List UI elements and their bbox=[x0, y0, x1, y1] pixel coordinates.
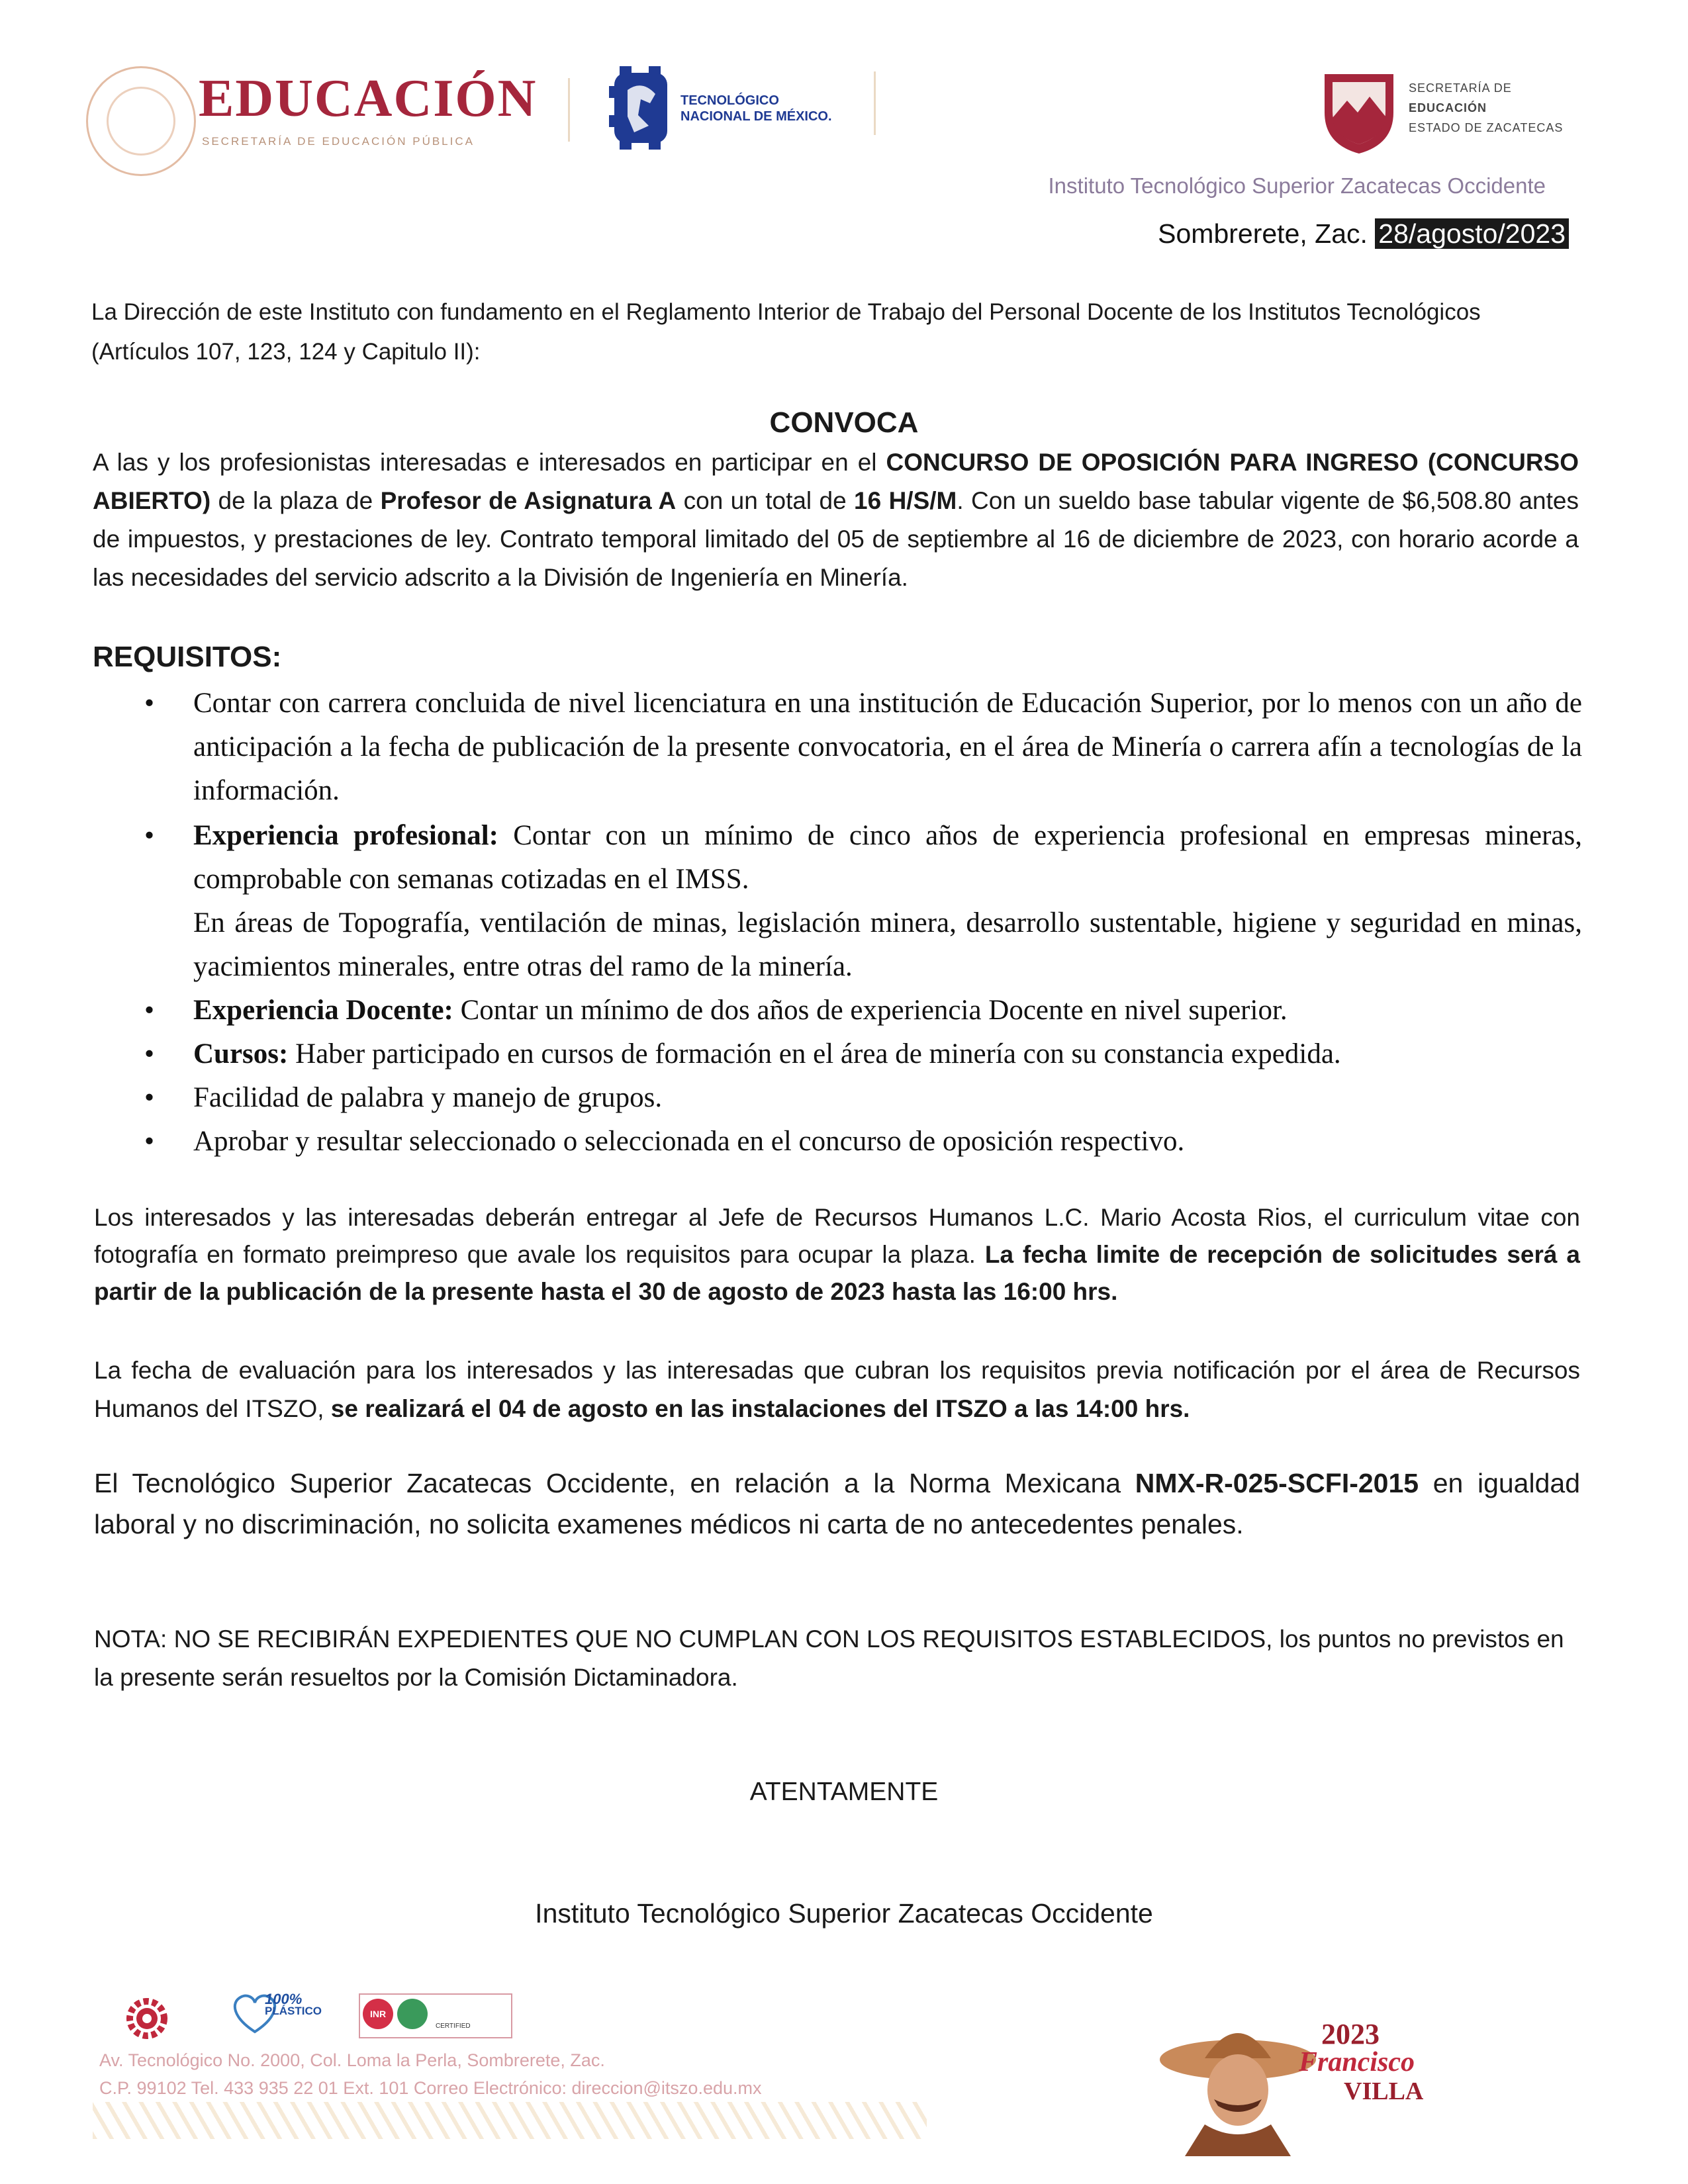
plastic-free-line-2: PLÁSTICO bbox=[265, 2005, 322, 2017]
norma-code: NMX-R-025-SCFI-2015 bbox=[1135, 1468, 1419, 1498]
tecnm-logo-text bbox=[680, 93, 832, 124]
requisito-4-text: Haber participado en cursos de formación en el área de minería con su constancia expedida. bbox=[288, 1038, 1341, 1069]
zacatecas-shield-icon bbox=[1319, 70, 1399, 156]
place: Sombrerete, Zac. bbox=[1158, 218, 1368, 249]
norma-text-2: en igualdad laboral y no discriminación, no solicita examenes médicos ni carta de no antecedentes penales. bbox=[94, 1468, 1581, 1539]
zac-line-3: ESTADO DE ZACATECAS bbox=[1409, 121, 1564, 134]
call-text-4: . Con un sueldo base tabular vigente de $6,508.80 antes de impuestos, y prestaciones de ley. Contrato temporal limitado del 05 de septiembre al 16 de diciembre de 2023, con horario acorde a las necesidades del servicio adscrito a la División de Ingeniería en Minería. bbox=[93, 487, 1579, 591]
header-divider bbox=[568, 78, 570, 142]
villa-text: VILLA bbox=[1344, 2077, 1424, 2105]
requisito-3-text: Contar un mínimo de dos años de experiencia Docente en nivel superior. bbox=[453, 995, 1288, 1026]
footer-contact: C.P. 99102 Tel. 433 935 22 01 Ext. 101 Correo Electrónico: direccion@itszo.edu.mx bbox=[99, 2078, 762, 2098]
list-item bbox=[93, 682, 1582, 813]
closing-text: ATENTAMENTE bbox=[749, 1778, 939, 1806]
plastic-free-label bbox=[265, 1993, 322, 2017]
institute-header: Instituto Tecnológico Superior Zacatecas Occidente bbox=[1048, 173, 1546, 198]
call-text-3: con un total de bbox=[676, 487, 855, 514]
requisito-4-label: Cursos: bbox=[193, 1038, 289, 1069]
bullet-icon: • bbox=[144, 1082, 155, 1113]
header-divider-2 bbox=[874, 71, 876, 135]
nota-paragraph: NOTA: NO SE RECIBIRÁN EXPEDIENTES QUE NO CUMPLAN CON LOS REQUISITOS ESTABLECIDOS, los puntos no previstos en la presente serán resueltos por la Comisión Dictaminadora. bbox=[94, 1625, 1564, 1691]
delivery-text: Los interesados y las interesadas deberán entregar al Jefe de Recursos Humanos L.C. Mario Acosta Rios, el curriculum vitae con fotografía en formato preimpreso que avale los requisitos para ocupar la plaza. bbox=[94, 1204, 1580, 1268]
convoca-heading: CONVOCA bbox=[769, 406, 919, 439]
requisito-3-label: Experiencia Docente: bbox=[193, 995, 453, 1026]
zac-line-1: SECRETARÍA DE bbox=[1409, 81, 1512, 95]
itszo-gear-logo-icon bbox=[120, 1991, 173, 2044]
requisito-1: Contar con carrera concluida de nivel licenciatura en una institución de Educación Superior, por lo menos con un año de anticipación a la fecha de publicación de la presente convocatoria, en el área de Minería o carrera afín a tecnologías de la información. bbox=[193, 688, 1582, 806]
list-item bbox=[93, 1076, 1582, 1120]
call-bold-position: Profesor de Asignatura A bbox=[380, 487, 677, 514]
requisito-2-label: Experiencia profesional: bbox=[193, 820, 498, 851]
tecnm-line-2: NACIONAL DE MÉXICO. bbox=[680, 109, 832, 124]
year-2023-text: 2023 bbox=[1321, 2018, 1380, 2050]
call-bold-hours: 16 H/S/M bbox=[854, 487, 957, 514]
bullet-icon: • bbox=[144, 1126, 155, 1157]
evaluation-text: La fecha de evaluación para los interesados y las interesadas que cubran los requisitos previa notificación por el área de Recursos Humanos del ITSZO, bbox=[94, 1357, 1580, 1422]
mexico-seal-icon bbox=[86, 66, 196, 176]
inr-logo: INR bbox=[363, 1999, 393, 2029]
bullet-icon: • bbox=[144, 688, 155, 719]
place-date-line bbox=[1158, 218, 1569, 250]
norma-paragraph bbox=[94, 1463, 1580, 1545]
educacion-logo-title: EDUCACIÓN bbox=[199, 69, 538, 128]
list-item bbox=[93, 814, 1582, 989]
delivery-paragraph bbox=[94, 1199, 1580, 1310]
requisito-2-subtext: En áreas de Topografía, ventilación de minas, legislación minera, desarrollo sustentable, higiene y seguridad en minas, yacimientos minerales, entre otras del ramo de la minería. bbox=[193, 907, 1582, 982]
norma-text-1: El Tecnológico Superior Zacatecas Occidente, en relación a la Norma Mexicana bbox=[94, 1468, 1135, 1498]
bullet-icon: • bbox=[144, 820, 155, 851]
list-item bbox=[93, 1120, 1582, 1163]
requisitos-list bbox=[93, 682, 1582, 1163]
document-date: 28/agosto/2023 bbox=[1375, 218, 1569, 249]
francisco-villa-portrait-icon bbox=[1158, 2012, 1317, 2158]
tecnm-line-1: TECNOLÓGICO bbox=[680, 93, 779, 108]
francisco-text: Francisco bbox=[1299, 2047, 1415, 2077]
signature-institute: Instituto Tecnológico Superior Zacatecas Occidente bbox=[535, 1898, 1153, 1929]
requisito-6: Aprobar y resultar seleccionado o seleccionada en el concurso de oposición respectivo. bbox=[193, 1126, 1185, 1157]
evaluation-date: se realizará el 04 de agosto en las instalaciones del ITSZO a las 14:00 hrs. bbox=[330, 1395, 1190, 1422]
footer-decorative-pattern bbox=[93, 2102, 927, 2139]
plastic-free-line-1: 100% bbox=[265, 1991, 303, 2007]
educacion-logo-subtitle: SECRETARÍA DE EDUCACIÓN PÚBLICA bbox=[202, 135, 475, 148]
list-item bbox=[93, 989, 1582, 1032]
evaluation-paragraph bbox=[94, 1351, 1580, 1428]
requisito-2-text: Contar con un mínimo de cinco años de experiencia profesional en empresas mineras, comprobable con semanas cotizadas en el IMSS. bbox=[193, 820, 1582, 895]
call-text-2: de la plaza de bbox=[211, 487, 381, 514]
intro-paragraph: La Dirección de este Instituto con fundamento en el Reglamento Interior de Trabajo del Personal Docente de los Institutos Tecnológicos (Artículos 107, 123, 124 y Capitulo II): bbox=[91, 299, 1481, 365]
zacatecas-logo-text bbox=[1409, 78, 1563, 138]
iso-certified-text: CERTIFIED bbox=[436, 2023, 471, 2030]
zac-line-2: EDUCACIÓN bbox=[1409, 101, 1487, 114]
call-bold-contest: CONCURSO DE OPOSICIÓN PARA INGRESO (CONCURSO ABIERTO) bbox=[93, 449, 1579, 514]
globe-icon bbox=[397, 1999, 428, 2029]
delivery-deadline: La fecha limite de recepción de solicitudes será a partir de la publicación de la presente hasta el 30 de agosto de 2023 hasta las 16:00 hrs. bbox=[94, 1241, 1581, 1305]
call-paragraph bbox=[93, 443, 1579, 597]
list-item bbox=[93, 1032, 1582, 1076]
requisitos-heading: REQUISITOS: bbox=[93, 641, 282, 673]
bullet-icon: • bbox=[144, 995, 155, 1026]
bullet-icon: • bbox=[144, 1038, 155, 1069]
call-text-1: A las y los profesionistas interesadas e interesados en participar en el bbox=[93, 449, 886, 476]
footer-address: Av. Tecnológico No. 2000, Col. Loma la Perla, Sombrerete, Zac. bbox=[99, 2050, 605, 2070]
tecnm-gear-logo-icon bbox=[608, 64, 677, 152]
requisito-5: Facilidad de palabra y manejo de grupos. bbox=[193, 1082, 663, 1113]
